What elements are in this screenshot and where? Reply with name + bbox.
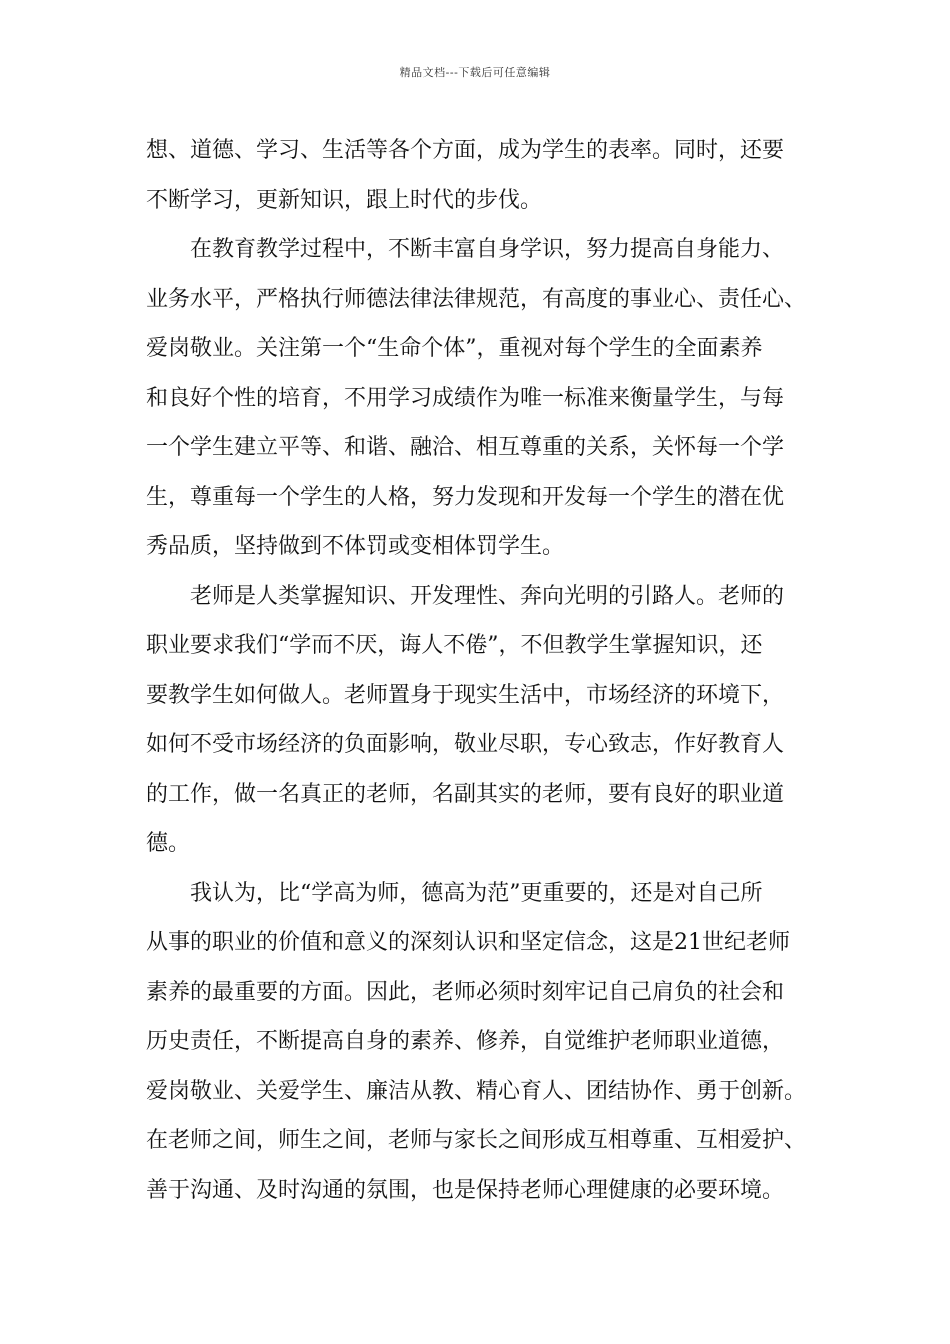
- text-line: 职业要求我们“学而不厌，诲人不倦”，不但教学生掌握知识，还: [146, 633, 763, 658]
- text-line: 在教育教学过程中，不断丰富自身学识，努力提高自身能力、: [190, 237, 785, 262]
- text-line: 如何不受市场经济的负面影响，敬业尽职，专心致志，作好教育人: [146, 732, 785, 757]
- text-line: 历史责任，不断提高自身的素养、修养，自觉维护老师职业道德，: [146, 1029, 785, 1054]
- page-header: 精品文档---下载后可任意编辑: [399, 66, 551, 79]
- text-line: 爱岗敬业。关注第一个“生命个体”，重视对每个学生的全面素养: [146, 336, 763, 361]
- text-line: 要教学生如何做人。老师置身于现实生活中，市场经济的环境下，: [146, 682, 785, 708]
- text-line: 从事的职业的价值和意义的深刻认识和坚定信念，这是21世纪老师: [146, 930, 790, 955]
- text-line: 业务水平，严格执行师德法律法律规范，有高度的事业心、责任心、: [146, 286, 807, 312]
- text-line: 的工作，做一名真正的老师，名副其实的老师，要有良好的职业道: [146, 781, 785, 807]
- text-line: 德。: [146, 831, 191, 856]
- text-line: 秀品质，坚持做到不体罚或变相体罚学生。: [146, 534, 565, 559]
- text-line: 我认为，比“学高为师，德高为范”更重要的，还是对自己所: [190, 880, 763, 906]
- document-body: [146, 126, 810, 1215]
- text-line: 爱岗敬业、关爱学生、廉洁从教、精心育人、团结协作、勇于创新。: [146, 1078, 807, 1104]
- text-line: 和良好个性的培育，不用学习成绩作为唯一标准来衡量学生，与每: [146, 385, 785, 411]
- text-line: 老师是人类掌握知识、开发理性、奔向光明的引路人。老师的: [190, 583, 785, 609]
- text-line: 想、道德、学习、生活等各个方面，成为学生的表率。同时，还要: [146, 138, 785, 163]
- text-line: 不断学习，更新知识，跟上时代的步伐。: [146, 187, 543, 213]
- text-line: 一个学生建立平等、和谐、融洽、相互尊重的关系，关怀每一个学: [146, 435, 785, 460]
- text-line: 在老师之间，师生之间，老师与家长之间形成互相尊重、互相爱护、: [146, 1128, 807, 1153]
- text-line: 素养的最重要的方面。因此，老师必须时刻牢记自己肩负的社会和: [146, 979, 785, 1005]
- text-line: 生，尊重每一个学生的人格，努力发现和开发每一个学生的潜在优: [146, 484, 785, 510]
- text-line: 善于沟通、及时沟通的氛围，也是保持老师心理健康的必要环境。: [146, 1177, 785, 1203]
